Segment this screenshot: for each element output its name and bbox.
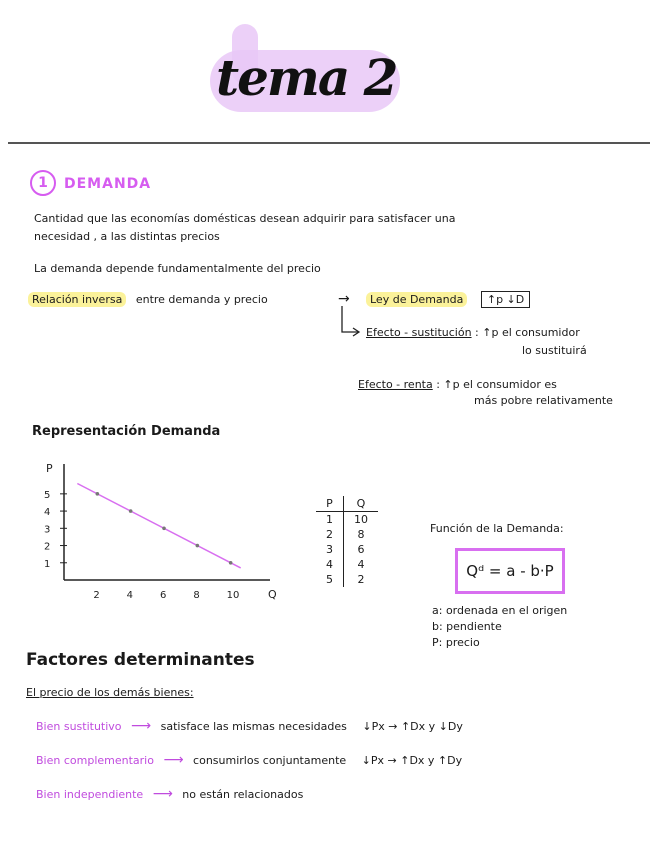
relation-highlight: Relación inversa (28, 292, 126, 307)
depends-text: La demanda depende fundamentalmente del precio (34, 262, 321, 275)
table-cell: 2 (357, 573, 365, 586)
data-point (96, 492, 100, 496)
y-tick-label: 3 (44, 524, 51, 536)
factor-arrow: ⟶ (131, 718, 152, 734)
branch-arrow (338, 304, 362, 338)
demand-line (77, 484, 240, 568)
factor-effect: ↓Px → ↑Dx y ↓Dy (362, 720, 463, 733)
title-area (200, 20, 410, 130)
factor-effect: ↓Px → ↑Dx y ↑Dy (361, 754, 463, 767)
law-of-demand: Ley de Demanda (366, 292, 467, 307)
table-header-q: Q (344, 496, 379, 512)
x-tick-label: 2 (93, 590, 100, 601)
table-cell: 10 (354, 513, 368, 526)
y-tick-label: 2 (44, 541, 51, 553)
title-divider (8, 142, 650, 144)
demand-chart (30, 456, 280, 606)
page-title: tema 2 (216, 48, 397, 107)
table-cell: 2 (316, 527, 344, 542)
table-row (316, 527, 378, 542)
rent-text-1: : ↑p el consumidor es (436, 378, 557, 391)
table-cell: 4 (316, 557, 344, 572)
representation-heading: Representación Demanda (32, 424, 221, 439)
substitution-row (366, 326, 580, 339)
factors-heading: Factores determinantes (26, 650, 255, 670)
substitution-label: Efecto - sustitución (366, 326, 472, 339)
data-point (229, 561, 233, 565)
factor-complementary (36, 752, 462, 768)
factor-substitute (36, 718, 463, 734)
data-point (196, 544, 200, 548)
factor-independent (36, 786, 303, 802)
table-header-p: P (316, 496, 344, 512)
law-box: ↑p ↓D (481, 291, 530, 308)
rent-label: Efecto - renta (358, 378, 433, 391)
substitution-text-1: : ↑p el consumidor (475, 326, 580, 339)
price-quantity-table (316, 496, 378, 587)
legend-a: a: ordenada en el origen (432, 604, 568, 617)
function-heading: Función de la Demanda: (430, 522, 564, 535)
data-point (162, 527, 166, 531)
factor-text: no están relacionados (182, 788, 304, 801)
substitution-text-2: lo sustituirá (522, 344, 587, 357)
table-row (316, 572, 378, 587)
table-cell: 3 (316, 542, 344, 557)
demand-formula: Qᵈ = a - b·P (455, 548, 565, 594)
definition-line-2: necesidad , a las distintas precios (34, 230, 220, 243)
table-row (316, 557, 378, 572)
x-axis-label: Q (268, 588, 277, 601)
rent-row (358, 378, 557, 391)
x-tick-label: 10 (226, 590, 240, 601)
table-cell: 5 (316, 572, 344, 587)
x-tick-label: 6 (160, 590, 167, 601)
table-row (316, 542, 378, 557)
factor-arrow: ⟶ (152, 786, 173, 802)
factors-subheading: El precio de los demás bienes: (26, 686, 194, 699)
y-tick-label: 4 (44, 507, 51, 519)
data-point (129, 509, 133, 513)
y-axis-label: P (46, 462, 53, 475)
definition-line-1: Cantidad que las economías domésticas desean adquirir para satisfacer una (34, 212, 456, 225)
relation-arrow-1: → (338, 291, 350, 307)
factor-text: satisface las mismas necesidades (160, 720, 347, 733)
section-title: DEMANDA (64, 176, 152, 192)
rent-text-2: más pobre relativamente (474, 394, 613, 407)
relation-rest: entre demanda y precio (135, 293, 268, 306)
law-row (366, 293, 530, 306)
table-cell: 6 (357, 543, 365, 556)
table-cell: 1 (316, 512, 344, 528)
section-number: 1 (30, 170, 56, 196)
table-cell: 8 (357, 528, 365, 541)
factor-text: consumirlos conjuntamente (193, 754, 347, 767)
table-row (316, 512, 378, 528)
relation-row (28, 293, 268, 306)
factor-label: Bien sustitutivo (36, 720, 122, 733)
factor-label: Bien independiente (36, 788, 144, 801)
table-cell: 4 (357, 558, 365, 571)
y-tick-label: 1 (44, 558, 51, 570)
x-tick-label: 4 (126, 590, 134, 601)
legend-p: P: precio (432, 636, 480, 649)
factor-label: Bien complementario (36, 754, 154, 767)
y-tick-label: 5 (44, 489, 51, 501)
factor-arrow: ⟶ (163, 752, 184, 768)
x-tick-label: 8 (193, 590, 200, 601)
legend-b: b: pendiente (432, 620, 502, 633)
